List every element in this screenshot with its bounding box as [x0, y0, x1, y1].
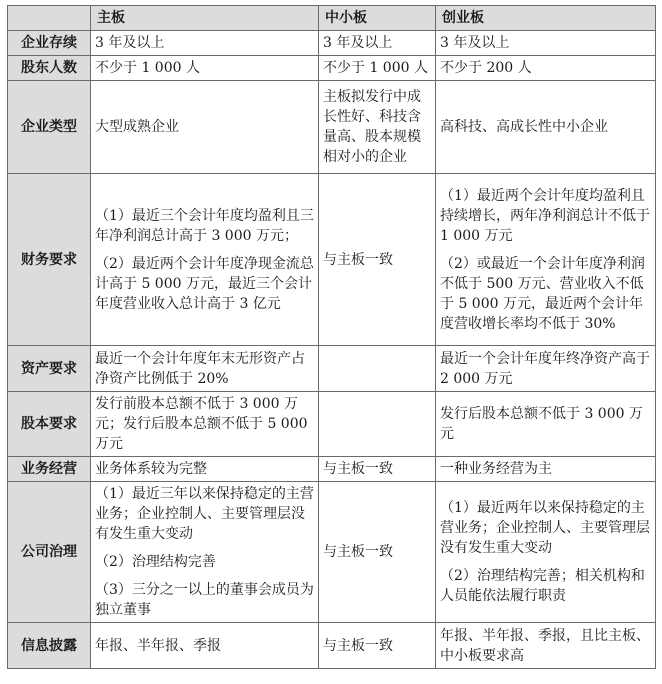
cell-gem	[436, 623, 656, 669]
cell-text: 不少于 1 000 人	[323, 60, 428, 76]
cell-main	[91, 346, 319, 392]
cell-text: 最近一个会计年度年末无形资产占净资产比例低于 20%	[95, 350, 305, 387]
cell-sme	[319, 623, 436, 669]
cell-text: 发行后股本总额不低于 3 000 万元	[440, 406, 643, 442]
cell-sme	[319, 174, 436, 346]
cell-main	[91, 623, 319, 669]
cell-main	[91, 56, 319, 81]
table-row	[8, 346, 656, 392]
row-label: 财务要求	[8, 174, 91, 346]
table-row	[8, 81, 656, 174]
cell-text: （2）治理结构完善	[95, 554, 216, 570]
cell-text: 高科技、高成长性中小企业	[440, 119, 608, 135]
cell-text: （2）或最近一个会计年度净利润不低于 500 万元、营业收入不低于 5 000 万元，最近两个会计年度营收增长率均不低于 30%	[440, 255, 645, 332]
cell-text: （1）最近两个会计年度均盈利且持续增长，两年净利润总计不低于 1 000 万元	[440, 187, 650, 244]
listing-requirements-table	[7, 5, 656, 669]
cell-text: 一种业务经营为主	[440, 461, 552, 477]
cell-text: 年报、半年报、季报	[95, 637, 221, 654]
table-row	[8, 56, 656, 81]
cell-text: （2）最近两个会计年度净现金流总计高于 5 000 万元，最近三个会计年度营业收入总计高于 3 亿元	[95, 255, 314, 312]
header-sme-board: 中小板	[319, 6, 436, 31]
cell-gem	[436, 482, 656, 623]
cell-sme	[319, 56, 436, 81]
cell-text: （1）最近三个会计年度均盈利且三年净利润总计高于 3 000 万元；	[95, 207, 314, 244]
header-corner	[8, 6, 91, 31]
cell-text: 大型成熟企业	[95, 119, 179, 135]
table-row	[8, 174, 656, 346]
cell-text: 年报、半年报、季报，且比主板、中小板要求高	[440, 627, 650, 664]
cell-text: （1）最近三年以来保持稳定的主营业务；企业控制人、主要管理层没有发生重大变动	[95, 486, 314, 542]
cell-text: 发行前股本总额不低于 3 000 万元；发行后股本总额不低于 5 000 万元	[95, 396, 308, 452]
cell-gem	[436, 56, 656, 81]
cell-text: 与主板一致	[323, 637, 393, 654]
cell-text: 主板拟发行中成长性好、科技含量高、股本规模相对小的企业	[323, 89, 421, 165]
cell-text: 不少于 1 000 人	[95, 60, 200, 76]
row-label: 业务经营	[8, 457, 91, 482]
cell-gem	[436, 457, 656, 482]
cell-text: 业务体系较为完整	[95, 461, 207, 477]
cell-sme	[319, 482, 436, 623]
table-row	[8, 457, 656, 482]
row-label: 公司治理	[8, 482, 91, 623]
cell-text: （2）治理结构完善；相关机构和人员能依法履行职责	[440, 568, 645, 604]
cell-text: 3 年及以上	[323, 35, 393, 51]
cell-text: 3 年及以上	[95, 35, 165, 51]
row-label: 资产要求	[8, 346, 91, 392]
header-row	[8, 6, 656, 31]
cell-main	[91, 392, 319, 457]
cell-text: 与主板一致	[323, 544, 393, 560]
cell-gem	[436, 346, 656, 392]
cell-main	[91, 31, 319, 56]
cell-gem	[436, 392, 656, 457]
cell-text: 最近一个会计年度年终净资产高于 2 000 万元	[440, 350, 650, 387]
cell-main	[91, 457, 319, 482]
row-label: 信息披露	[8, 623, 91, 669]
header-main-board: 主板	[91, 6, 319, 31]
table-row	[8, 392, 656, 457]
cell-sme	[319, 392, 436, 457]
cell-sme	[319, 31, 436, 56]
row-label: 股本要求	[8, 392, 91, 457]
cell-gem	[436, 31, 656, 56]
cell-text: 与主板一致	[323, 461, 393, 477]
cell-main	[91, 81, 319, 174]
header-gem-board: 创业板	[436, 6, 656, 31]
cell-text: 3 年及以上	[440, 35, 510, 51]
cell-text: （3）三分之一以上的董事会成员为独立董事	[95, 582, 314, 618]
row-label: 股东人数	[8, 56, 91, 81]
cell-text: （1）最近两年以来保持稳定的主营业务；企业控制人、主要管理层没有发生重大变动	[440, 500, 650, 556]
cell-sme	[319, 457, 436, 482]
comparison-table-wrapper	[7, 5, 655, 669]
table-row	[8, 31, 656, 56]
table-row	[8, 482, 656, 623]
cell-text: 与主板一致	[323, 251, 393, 268]
cell-main	[91, 482, 319, 623]
cell-main	[91, 174, 319, 346]
cell-gem	[436, 81, 656, 174]
table-row	[8, 623, 656, 669]
row-label: 企业存续	[8, 31, 91, 56]
cell-text: 不少于 200 人	[440, 60, 532, 76]
row-label: 企业类型	[8, 81, 91, 174]
cell-sme	[319, 346, 436, 392]
cell-gem	[436, 174, 656, 346]
cell-sme	[319, 81, 436, 174]
